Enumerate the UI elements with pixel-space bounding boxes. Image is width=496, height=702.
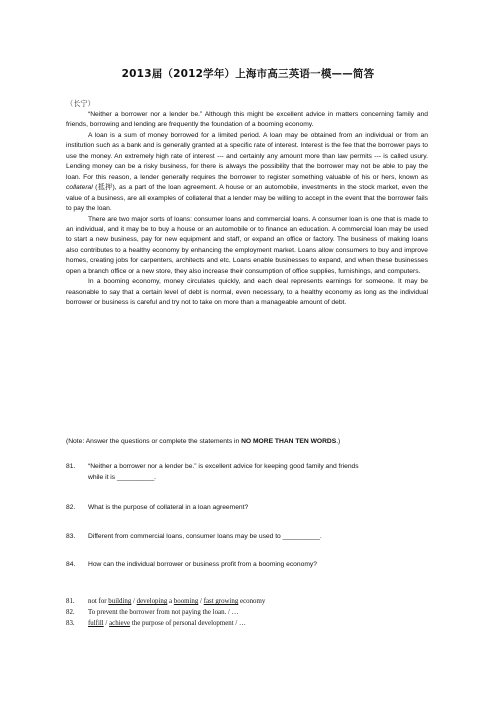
answer-text: / — [103, 620, 110, 627]
answer-82 — [66, 609, 239, 616]
answer-underlined: achieve — [109, 620, 131, 627]
paragraph: There are two major sorts of loans: consumer loans and commercial loans. A consumer loan is one that is made to an individual, and it may be to buy a house or an automobile or to finance an education. A commercial loan may be used to start a new business, pay for new equipment and staff, or expand an office or factory. The business of making loans also contributes to a healthy economy by enhancing the employment market. Loans allow consumers to buy and improve homes, creating jobs for carpenters, architects and etc. Loans enable businesses to expand, and when these businesses open a branch office or a new store, they also increase their consumption of office supplies, furnishings, and computers. — [66, 215, 428, 275]
answer-underlined: building — [108, 598, 132, 605]
paragraph: “Neither a borrower nor a lender be.” Although this might be excellent advice in matters concerning family and friends, borrowing and lending are frequently the foundation of a booming economy. — [66, 111, 428, 129]
source-label: （长宁） — [66, 99, 95, 108]
answer-83 — [66, 620, 246, 627]
answer-text: economy — [238, 598, 266, 605]
question-84 — [66, 560, 428, 571]
term-collateral: collateral — [66, 184, 93, 192]
question-number: 81. — [66, 463, 76, 470]
answer-text: To prevent the borrower from not paying the loan. / … — [88, 609, 239, 616]
question-82 — [66, 503, 428, 514]
question-text: How can the individual borrower or business profit from a booming economy? — [88, 561, 317, 568]
answer-text: the purpose of personal development / … — [130, 620, 246, 627]
answer-text: / — [198, 598, 204, 605]
note-bold: NO MORE THAN TEN WORDS — [241, 438, 337, 445]
answer-text: / — [131, 598, 137, 605]
note-prefix: (Note: Answer the questions or complete the statements in — [66, 438, 242, 445]
question-83 — [66, 532, 428, 543]
answer-number: 82. — [66, 609, 75, 616]
answer-number: 81. — [66, 598, 75, 605]
paragraph: A loan is a sum of money borrowed for a limited period. A loan may be obtained from an individual or from an institution such as a bank and is generally granted at a specific rate of interest. Interest is the fee that the borrower pays to use the money. An extremely high rate of interest --- and certainly any amount more than law permits --- is called usury. Lending money can be a risky business, for there is always the possibility that the borrower may not be able to pay the loan. For this reason, a lender generally requires the borrower to register something valuable of his or hers, known as collateral (抵押), as a part of the loan agreement. A house or an automobile, investments in the stock market, even the value of a business, are all examples of collateral that a lender may be willing to accept in the event that the borrower fails to pay the loan. — [66, 131, 428, 213]
note-suffix: .) — [336, 438, 341, 445]
question-number: 83. — [66, 533, 76, 540]
answer-81 — [66, 598, 265, 605]
answer-underlined: fast growing — [203, 598, 239, 605]
paragraph: In a booming economy, money circulates quickly, and each deal represents earnings for someone. It may be reasonable to say that a certain level of debt is normal, even necessary, to a healthy economy as long as the individual borrower or business is careful and try not to take on more than a manageable amount of debt. — [66, 278, 428, 307]
question-number: 82. — [66, 504, 76, 511]
question-text: “Neither a borrower nor a lender be.” is excellent advice for keeping good family and friends — [88, 463, 359, 470]
answer-text: a — [167, 598, 174, 605]
question-81 — [66, 462, 428, 483]
passage — [66, 110, 428, 309]
question-text: Different from commercial loans, consumer loans may be used to __________. — [88, 533, 322, 540]
answer-number: 83. — [66, 620, 75, 627]
answer-underlined: fulfill — [88, 620, 104, 627]
instructions-note — [66, 438, 428, 445]
question-number: 84. — [66, 561, 76, 568]
question-text: What is the purpose of collateral in a loan agreement? — [88, 504, 249, 511]
question-continuation: while it is __________. — [88, 473, 157, 481]
answer-underlined: booming — [173, 598, 199, 605]
answer-underlined: developing — [136, 598, 168, 605]
answer-text: not for — [88, 598, 109, 605]
page-title: 2013届（2012学年）上海市高三英语一模——简答 — [121, 68, 375, 80]
